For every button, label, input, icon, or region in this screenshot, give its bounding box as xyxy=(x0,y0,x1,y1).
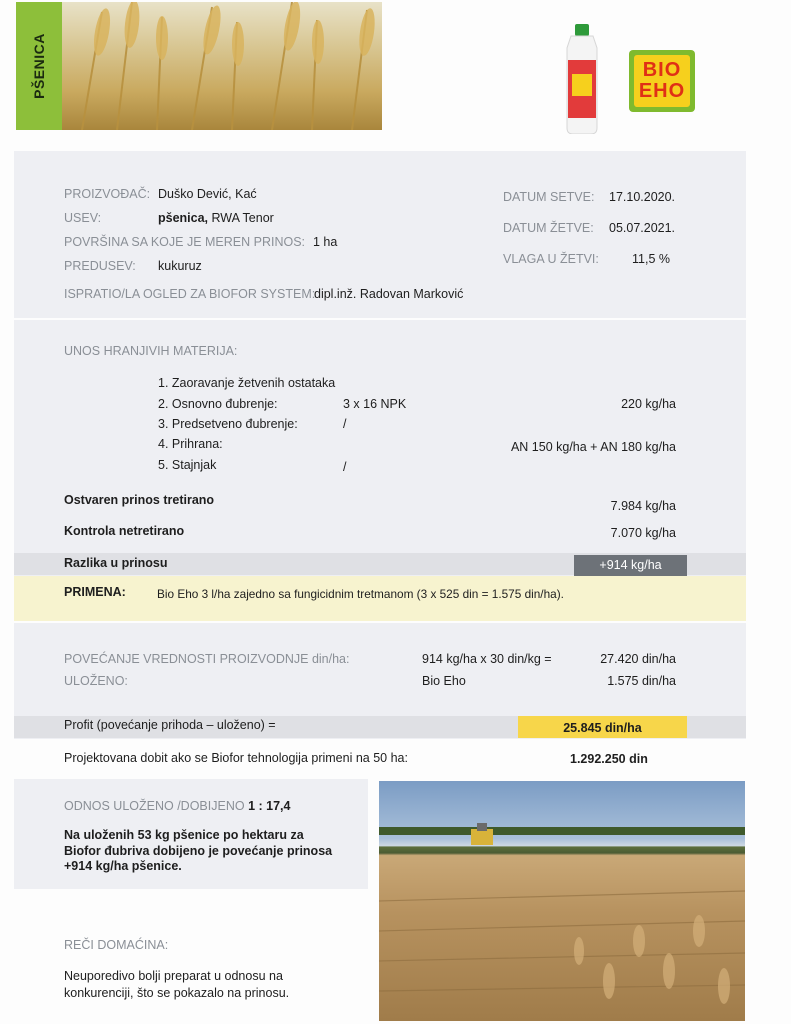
nutrient-item-1-label: 1. Zaoravanje žetvenih ostataka xyxy=(158,376,336,390)
primena-label: PRIMENA: xyxy=(64,585,126,599)
predusev-label: PREDUSEV: xyxy=(64,259,136,273)
ratio-line xyxy=(64,799,290,813)
product-bottle-illustration xyxy=(561,24,603,134)
logo-line-2: EHO xyxy=(638,80,686,102)
ulozeno-value: 1.575 din/ha xyxy=(607,674,676,688)
host-text-1: Neuporedivo bolji preparat u odnosu na xyxy=(64,969,283,983)
razlika-value: +914 kg/ha xyxy=(574,555,687,576)
field-photo-illustration xyxy=(379,781,745,1021)
product-bottle xyxy=(561,24,603,134)
razlika-label: Razlika u prinosu xyxy=(64,556,168,570)
projekcija-label: Projektovana dobit ako se Biofor tehnologija primeni na 50 ha: xyxy=(64,751,408,765)
host-text-2: konkurenciji, što se pokazalo na prinosu. xyxy=(64,986,290,1000)
nutrient-item-5-label: 5. Stajnjak xyxy=(158,458,217,472)
povrsina-value: 1 ha xyxy=(313,235,338,249)
proizvodjac-value: Duško Dević, Kać xyxy=(158,187,257,201)
nutrient-item-2-right: 220 kg/ha xyxy=(621,397,676,411)
host-heading: REČI DOMAĆINA: xyxy=(64,938,169,952)
povecanje-label: POVEĆANJE VREDNOSTI PROIZVODNJE din/ha: xyxy=(64,652,350,666)
datum-setve-value: 17.10.2020. xyxy=(609,190,676,204)
nutrient-item-2-label: 2. Osnovno đubrenje: xyxy=(158,397,278,411)
ratio-value: 1 : 17,4 xyxy=(248,799,291,813)
nutrients-heading: UNOS HRANJIVIH MATERIJA: xyxy=(64,344,238,358)
kontrola-value: 7.070 kg/ha xyxy=(610,526,676,540)
kontrola-label: Kontrola netretirano xyxy=(64,524,185,538)
profit-value: 25.845 din/ha xyxy=(518,716,687,738)
ulozeno-label: ULOŽENO: xyxy=(64,674,128,688)
datum-zetve-value: 05.07.2021. xyxy=(609,221,676,235)
usev-bold: pšenica, xyxy=(158,211,209,225)
projekcija-value: 1.292.250 din xyxy=(570,752,648,766)
field-photo xyxy=(379,781,745,1021)
ratio-text-3: +914 kg/ha pšenice. xyxy=(64,859,182,873)
logo-line-1: BIO xyxy=(642,59,682,81)
predusev-value: kukuruz xyxy=(158,259,202,273)
usev-rest: RWA Tenor xyxy=(208,211,274,225)
povrsina-label: POVRŠINA SA KOJE JE MEREN PRINOS: xyxy=(64,235,306,249)
povecanje-calc: 914 kg/ha x 30 din/kg = xyxy=(422,652,552,666)
crop-tab xyxy=(16,2,62,130)
crop-tab-label: PŠENICA xyxy=(31,33,47,99)
datum-zetve-label: DATUM ŽETVE: xyxy=(503,221,594,235)
nutrient-item-4-right: AN 150 kg/ha + AN 180 kg/ha xyxy=(510,440,676,454)
ratio-text-2: Biofor đubriva dobijeno je povećanje prinosa xyxy=(64,844,333,858)
tretirano-value: 7.984 kg/ha xyxy=(610,499,676,513)
vlaga-label: VLAGA U ŽETVI: xyxy=(503,252,599,266)
nutrient-item-3-label: 3. Predsetveno đubrenje: xyxy=(158,417,298,431)
ispratio-label: ISPRATIO/LA OGLED ZA BIOFOR SYSTEM: xyxy=(64,287,316,301)
bio-eho-logo xyxy=(629,50,695,112)
nutrient-item-5-mid: / xyxy=(343,460,347,474)
wheat-photo-illustration xyxy=(62,2,382,130)
primena-text: Bio Eho 3 l/ha zajedno sa fungicidnim tretmanom (3 x 525 din = 1.575 din/ha). xyxy=(157,587,564,601)
ulozeno-item: Bio Eho xyxy=(422,674,466,688)
nutrient-item-3-mid: / xyxy=(343,417,347,431)
ratio-label: ODNOS ULOŽENO /DOBIJENO xyxy=(64,799,245,813)
datum-setve-label: DATUM SETVE: xyxy=(503,190,595,204)
nutrient-item-2-mid: 3 x 16 NPK xyxy=(343,397,407,411)
povecanje-value: 27.420 din/ha xyxy=(600,652,676,666)
ratio-text-1: Na uloženih 53 kg pšenice po hektaru za xyxy=(64,828,304,842)
wheat-photo xyxy=(62,2,382,130)
nutrient-item-4-label: 4. Prihrana: xyxy=(158,437,223,451)
usev-value xyxy=(158,211,274,225)
tretirano-label: Ostvaren prinos tretirano xyxy=(64,493,215,507)
vlaga-value: 11,5 % xyxy=(632,252,670,266)
ispratio-value: dipl.inž. Radovan Marković xyxy=(314,287,464,301)
proizvodjac-label: PROIZVOĐAČ: xyxy=(64,187,151,201)
profit-label: Profit (povećanje prihoda – uloženo) = xyxy=(64,718,276,732)
usev-label: USEV: xyxy=(64,211,102,225)
